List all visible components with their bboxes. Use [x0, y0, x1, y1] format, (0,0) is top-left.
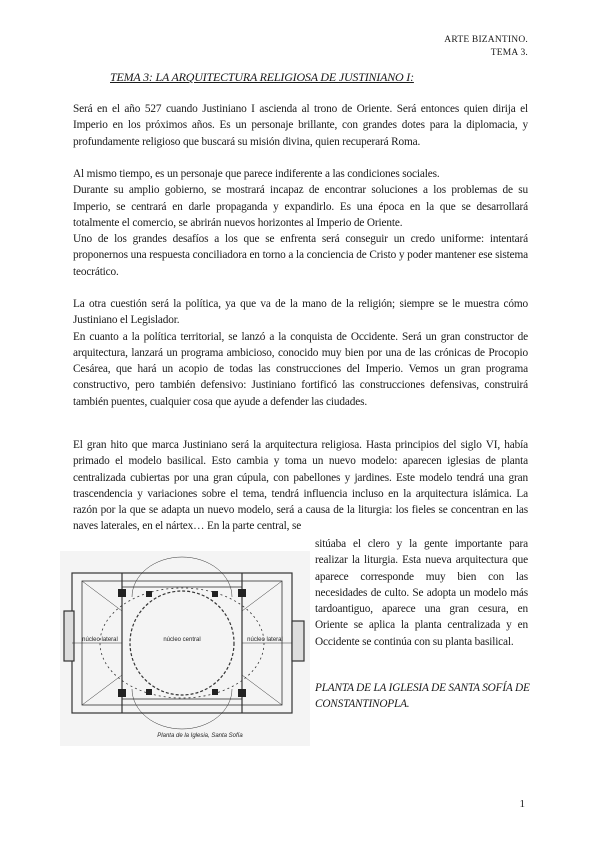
paragraph: Durante su amplio gobierno, se mostrará incapaz de encontrar soluciones a los problemas de su Imperio, se centrará en darle propaganda y expandirlo. Es una época en la que se desarrollará totalmente el comercio, se abrirán nuevos horizontes al Imperio de Oriente. [73, 184, 528, 229]
header-topic: TEMA 3. [490, 48, 528, 58]
paragraph: Será en el año 527 cuando Justiniano I ascienda al trono de Oriente. Será entonces quien dirija el Imperio en los próximos años. Es un personaje brillante, con grandes dotes para la diplomacia, y profundamente religioso que buscará su misión divina, quien recuperará Roma. [73, 103, 528, 148]
header-subject: ARTE BIZANTINO. [444, 35, 528, 45]
paragraph-group-4 [73, 437, 528, 535]
paragraph: Uno de los grandes desafíos a los que se enfrenta será conseguir un credo uniforme: intentará proponernos una respuesta conciliadora en torno a la conciencia de Cristo y poder mantener ese sistema teocrático. [73, 233, 528, 278]
label-central-nucleus: núcleo central [163, 637, 201, 643]
paragraph: El gran hito que marca Justiniano será la arquitectura religiosa. Hasta principios del siglo VI, había primado el modelo basilical. Esto cambia y toma un nuevo modelo: aparecen iglesias de planta centralizada cubiertas por una gran cúpula, con pabellones y jardines. Este modelo tendrá una gran trascendencia y variaciones sobre el tema, tendrá influencia incluso en la arquitectura islámica. La razón por la que se adapta un nuevo modelo, será a causa de la liturgia: los fieles se concentran en las naves laterales, en el nártex… En la parte central, se [73, 439, 528, 533]
document-title: TEMA 3: LA ARQUITECTURA RELIGIOSA DE JUSTINIANO I: [110, 70, 414, 84]
paragraph: Al mismo tiempo, es un personaje que parece indiferente a las condiciones sociales. [73, 168, 440, 180]
running-header [444, 34, 528, 60]
paragraph-group-2 [73, 166, 528, 280]
paragraph-group-3 [73, 296, 528, 410]
page-number: 1 [519, 798, 525, 810]
floor-plan-figure [60, 551, 310, 746]
figure-caption: PLANTA DE LA IGLESIA DE SANTA SOFÍA DE CONSTANTINOPLA. [315, 682, 530, 711]
paragraph: En cuanto a la política territorial, se lanzó a la conquista de Occidente. Será un gran constructor de arquitectura, lanzará un programa ambicioso, conocido muy bien por una de las crónicas de Procopio Cesárea, que hará un acopio de todas las construcciones del Imperio. Vemos un gran programa constructivo, pero también defensivo: Justiniano fortificó las construcciones defensivas, construirá también puentes, cualquier cosa que ayude a defender las ciudades. [73, 330, 528, 408]
label-left-nucleus: núcleo lateral [82, 637, 118, 643]
paragraph-beside-figure: sitúaba el clero y la gente importante para realizar la liturgia. Esta nueva arquitectura que aparece corresponde muy bien con las necesidades de culto. Se adopta un modelo más tardoantiguo, aparece una gran cesura, en Oriente se aplica la planta centralizada y en Occidente se continúa con su planta basilical. [315, 538, 528, 648]
paragraph: La otra cuestión será la política, ya que va de la mano de la religión; siempre se le muestra cómo Justiniano el Legislador. [73, 298, 528, 327]
paragraph-group-1 [73, 101, 528, 150]
figure-inner-caption: Planta de la Iglesia, Santa Sofía [157, 733, 243, 739]
label-right-nucleus: núcleo lateral [247, 637, 283, 643]
